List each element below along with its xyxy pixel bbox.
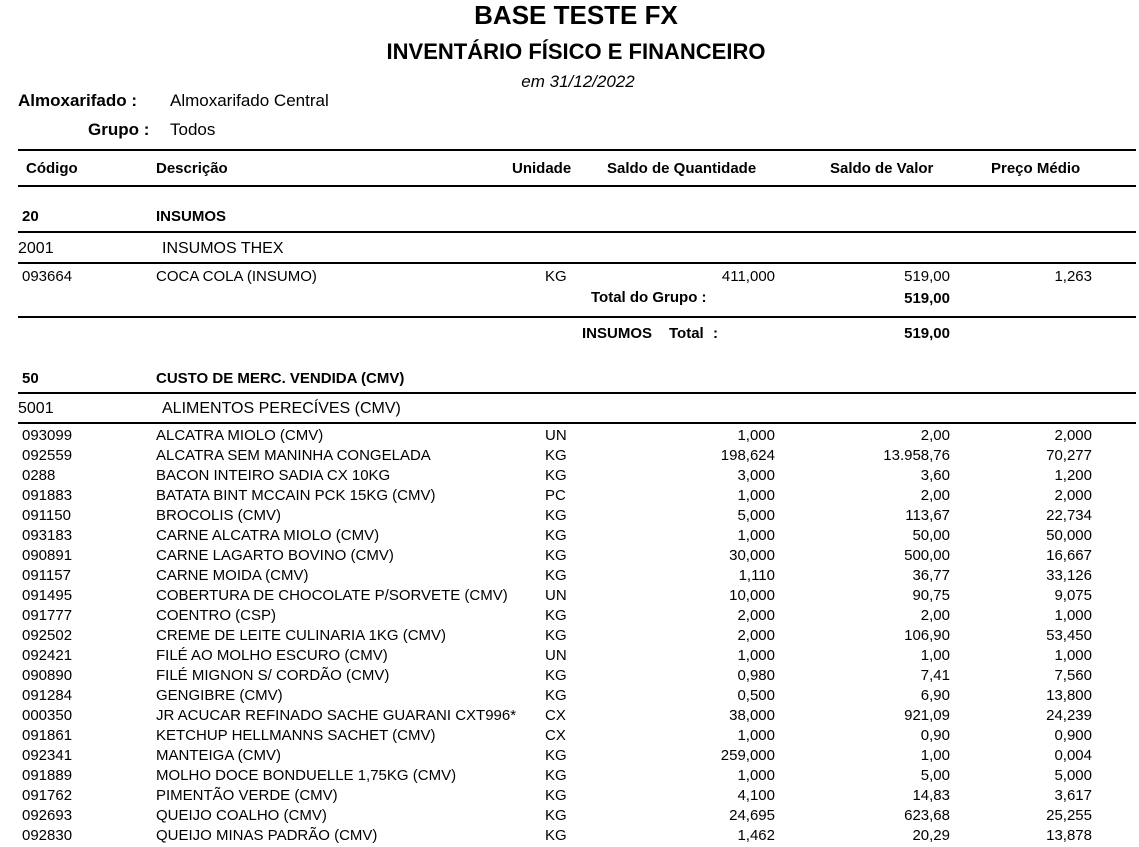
item-quantity: 198,624 [720, 447, 775, 464]
item-average-price: 53,450 [1046, 627, 1092, 644]
item-code: 091284 [22, 687, 73, 704]
section-name: CUSTO DE MERC. VENDIDA (CMV) [156, 370, 405, 387]
item-code: 092559 [22, 447, 73, 464]
item-unit: PC [545, 487, 566, 504]
item-unit: KG [545, 268, 567, 285]
col-unidade: Unidade [512, 160, 572, 177]
table-row [0, 447, 1139, 467]
item-code: 091777 [22, 607, 73, 624]
item-quantity: 2,000 [737, 607, 775, 624]
item-average-price: 2,000 [1054, 487, 1092, 504]
item-average-price: 33,126 [1046, 567, 1092, 584]
item-description: CARNE MOIDA (CMV) [156, 567, 309, 584]
item-description: FILÉ AO MOLHO ESCURO (CMV) [156, 647, 388, 664]
item-quantity: 1,000 [737, 487, 775, 504]
item-average-price: 1,000 [1054, 607, 1092, 624]
item-average-price: 13,878 [1046, 827, 1092, 844]
item-quantity: 0,500 [737, 687, 775, 704]
item-value: 50,00 [912, 527, 950, 544]
item-value: 2,00 [920, 607, 950, 624]
table-row [0, 527, 1139, 547]
item-average-price: 1,263 [1054, 268, 1092, 285]
item-value: 20,29 [912, 827, 950, 844]
item-value: 623,68 [904, 807, 950, 824]
item-quantity: 1,000 [737, 647, 775, 664]
table-row [0, 647, 1139, 667]
item-quantity: 2,000 [737, 627, 775, 644]
item-average-price: 7,560 [1054, 667, 1092, 684]
item-description: COBERTURA DE CHOCOLATE P/SORVETE (CMV) [156, 587, 508, 604]
item-average-price: 13,800 [1046, 687, 1092, 704]
item-description: KETCHUP HELLMANNS SACHET (CMV) [156, 727, 436, 744]
item-description: QUEIJO COALHO (CMV) [156, 807, 327, 824]
section-total-value: 519,00 [904, 325, 950, 342]
table-row [0, 667, 1139, 687]
item-average-price: 16,667 [1046, 547, 1092, 564]
group-total-rule [18, 316, 1136, 318]
item-code: 093183 [22, 527, 73, 544]
section-rule [18, 392, 1136, 394]
item-description: COENTRO (CSP) [156, 607, 276, 624]
item-code: 091495 [22, 587, 73, 604]
table-row [0, 787, 1139, 807]
item-value: 519,00 [904, 268, 950, 285]
section-total-word: Total [669, 325, 704, 342]
item-quantity: 3,000 [737, 467, 775, 484]
item-value: 0,90 [920, 727, 950, 744]
item-unit: UN [545, 647, 567, 664]
item-unit: KG [545, 447, 567, 464]
item-code: 0288 [22, 467, 56, 484]
item-quantity: 411,000 [721, 268, 775, 285]
item-quantity: 259,000 [720, 747, 775, 764]
item-value: 106,90 [904, 627, 950, 644]
item-quantity: 1,000 [737, 727, 775, 744]
col-saldo-valor: Saldo de Valor [830, 160, 934, 177]
item-quantity: 10,000 [729, 587, 775, 604]
item-code: 093664 [22, 268, 73, 285]
item-unit: KG [545, 527, 567, 544]
item-value: 2,00 [920, 427, 950, 444]
item-code: 091883 [22, 487, 73, 504]
item-quantity: 4,100 [737, 787, 775, 804]
item-unit: KG [545, 607, 567, 624]
table-row [0, 707, 1139, 727]
table-row [0, 607, 1139, 627]
item-code: 000350 [22, 707, 73, 724]
item-code: 091762 [22, 787, 73, 804]
item-value: 2,00 [920, 487, 950, 504]
col-descricao: Descrição [156, 160, 228, 177]
item-description: PIMENTÃO VERDE (CMV) [156, 787, 338, 804]
item-value: 3,60 [920, 467, 950, 484]
col-saldo-quantidade: Saldo de Quantidade [607, 160, 757, 177]
item-average-price: 22,734 [1046, 507, 1092, 524]
item-description: MOLHO DOCE BONDUELLE 1,75KG (CMV) [156, 767, 457, 784]
col-codigo: Código [26, 160, 78, 177]
group-total-value: 519,00 [904, 290, 950, 307]
item-description: BACON INTEIRO SADIA CX 10KG [156, 467, 391, 484]
item-quantity: 24,695 [729, 807, 775, 824]
item-description: CARNE LAGARTO BOVINO (CMV) [156, 547, 394, 564]
item-unit: CX [545, 727, 566, 744]
group-code: 5001 [18, 400, 54, 417]
group-code: 2001 [18, 240, 54, 257]
almoxarifado-label: Almoxarifado : [18, 91, 138, 110]
item-average-price: 0,900 [1054, 727, 1092, 744]
item-value: 6,90 [920, 687, 950, 704]
table-row [0, 807, 1139, 827]
item-code: 092693 [22, 807, 73, 824]
item-code: 091889 [22, 767, 73, 784]
item-unit: KG [545, 747, 567, 764]
table-row [0, 727, 1139, 747]
item-code: 092502 [22, 627, 73, 644]
item-value: 90,75 [912, 587, 950, 604]
item-description: ALCATRA MIOLO (CMV) [156, 427, 324, 444]
item-unit: UN [545, 587, 567, 604]
item-quantity: 38,000 [729, 707, 775, 724]
item-quantity: 0,980 [737, 667, 775, 684]
item-description: CARNE ALCATRA MIOLO (CMV) [156, 527, 380, 544]
item-value: 1,00 [920, 647, 950, 664]
item-code: 092341 [22, 747, 73, 764]
item-description: GENGIBRE (CMV) [156, 687, 283, 704]
grupo-value: Todos [170, 120, 216, 139]
table-row [0, 687, 1139, 707]
item-value: 13.958,76 [883, 447, 950, 464]
item-average-price: 0,004 [1054, 747, 1092, 764]
table-row [0, 507, 1139, 527]
item-unit: KG [545, 667, 567, 684]
company-title: BASE TESTE FX [474, 0, 678, 30]
item-average-price: 5,000 [1054, 767, 1092, 784]
item-average-price: 70,277 [1046, 447, 1092, 464]
table-row [0, 827, 1139, 847]
group-name: ALIMENTOS PERECÍVES (CMV) [162, 400, 401, 417]
item-average-price: 2,000 [1054, 427, 1092, 444]
section-rule [18, 231, 1136, 233]
item-value: 921,09 [904, 707, 950, 724]
item-quantity: 5,000 [737, 507, 775, 524]
section-code: 20 [22, 208, 39, 225]
item-code: 091861 [22, 727, 73, 744]
item-code: 093099 [22, 427, 73, 444]
table-row [0, 747, 1139, 767]
item-average-price: 1,000 [1054, 647, 1092, 664]
item-average-price: 3,617 [1054, 787, 1092, 804]
grupo-label: Grupo : [88, 120, 150, 139]
report-title: INVENTÁRIO FÍSICO E FINANCEIRO [386, 39, 766, 64]
item-code: 091150 [22, 507, 71, 524]
item-unit: KG [545, 507, 567, 524]
item-code: 090890 [22, 667, 73, 684]
item-unit: KG [545, 467, 567, 484]
item-average-price: 1,200 [1054, 467, 1092, 484]
item-quantity: 1,462 [737, 827, 775, 844]
section-code: 50 [22, 370, 39, 387]
item-description: JR ACUCAR REFINADO SACHE GUARANI CXT996* [156, 707, 517, 724]
table-row [0, 427, 1139, 447]
table-row [0, 587, 1139, 607]
item-description: QUEIJO MINAS PADRÃO (CMV) [156, 827, 378, 844]
table-row [0, 547, 1139, 567]
group-rule [18, 262, 1136, 264]
group-rule [18, 422, 1136, 424]
item-unit: KG [545, 807, 567, 824]
header-top-rule [18, 149, 1136, 151]
table-row [0, 487, 1139, 507]
item-description: COCA COLA (INSUMO) [156, 268, 317, 285]
item-unit: CX [545, 707, 566, 724]
item-value: 1,00 [920, 747, 950, 764]
item-quantity: 1,000 [737, 767, 775, 784]
item-description: ALCATRA SEM MANINHA CONGELADA [156, 447, 431, 464]
table-row [0, 767, 1139, 787]
item-average-price: 50,000 [1046, 527, 1092, 544]
item-value: 500,00 [904, 547, 950, 564]
item-unit: KG [545, 687, 567, 704]
item-quantity: 1,000 [737, 527, 775, 544]
item-description: FILÉ MIGNON S/ CORDÃO (CMV) [156, 667, 390, 684]
item-unit: KG [545, 567, 567, 584]
section-name: INSUMOS [156, 208, 227, 225]
group-total-label: Total do Grupo : [591, 289, 707, 306]
table-row [0, 627, 1139, 647]
header-bottom-rule [18, 185, 1136, 187]
item-average-price: 9,075 [1054, 587, 1092, 604]
item-unit: UN [545, 427, 567, 444]
item-quantity: 30,000 [729, 547, 775, 564]
section-total-label: INSUMOS [582, 325, 653, 342]
item-description: BROCOLIS (CMV) [156, 507, 282, 524]
table-row [0, 268, 1139, 288]
section-total-colon: : [713, 325, 718, 342]
item-average-price: 24,239 [1046, 707, 1092, 724]
table-row [0, 567, 1139, 587]
item-unit: KG [545, 787, 567, 804]
item-code: 091157 [22, 567, 71, 584]
item-description: MANTEIGA (CMV) [156, 747, 282, 764]
item-description: CREME DE LEITE CULINARIA 1KG (CMV) [156, 627, 447, 644]
item-unit: KG [545, 547, 567, 564]
table-row [0, 467, 1139, 487]
col-preco-medio: Preço Médio [991, 160, 1081, 177]
item-unit: KG [545, 627, 567, 644]
report-date: em 31/12/2022 [521, 72, 635, 91]
item-value: 7,41 [920, 667, 950, 684]
item-value: 36,77 [912, 567, 950, 584]
item-code: 092421 [22, 647, 73, 664]
item-unit: KG [545, 767, 567, 784]
item-value: 14,83 [912, 787, 950, 804]
item-quantity: 1,000 [737, 427, 775, 444]
item-value: 113,67 [905, 507, 950, 524]
item-code: 092830 [22, 827, 73, 844]
item-average-price: 25,255 [1046, 807, 1092, 824]
item-code: 090891 [22, 547, 73, 564]
item-description: BATATA BINT MCCAIN PCK 15KG (CMV) [156, 487, 436, 504]
item-quantity: 1,110 [738, 567, 775, 584]
group-name: INSUMOS THEX [162, 240, 284, 257]
item-unit: KG [545, 827, 567, 844]
item-value: 5,00 [920, 767, 950, 784]
almoxarifado-value: Almoxarifado Central [170, 91, 329, 110]
